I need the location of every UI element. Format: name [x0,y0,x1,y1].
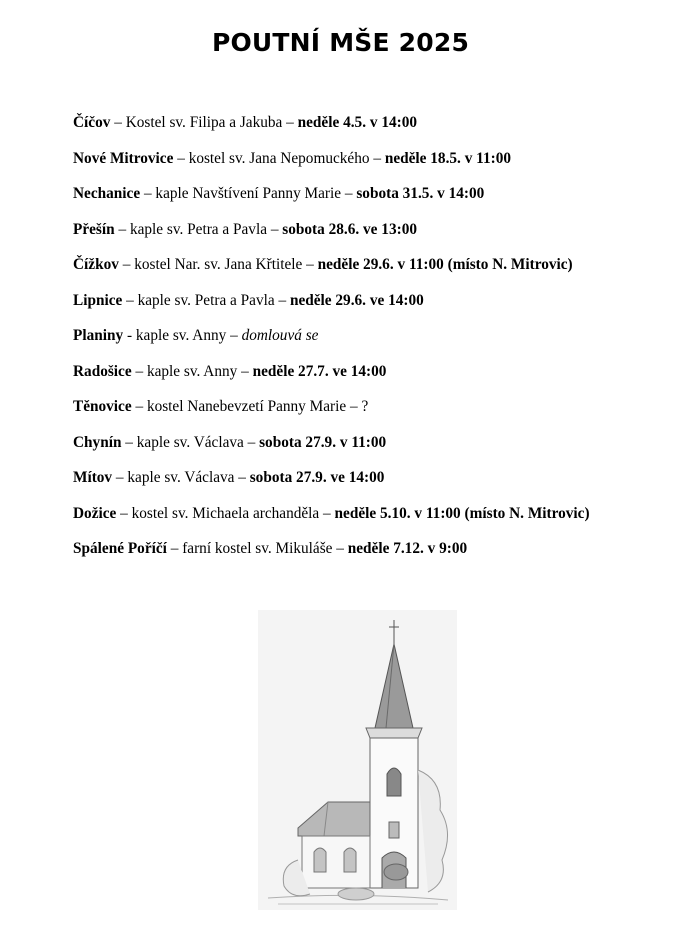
schedule-entry [73,219,673,255]
schedule-entry [73,361,673,397]
entry-separator: – [116,504,132,522]
schedule-entry [73,254,673,290]
entry-date-time: sobota 27.9. v 11:00 [259,433,387,451]
entry-church: kostel sv. Michaela archanděla [131,504,320,522]
entry-separator: – [274,291,290,309]
entry-place: Čížkov [73,256,119,273]
entry-place: Těnovice [73,398,132,415]
entry-place: Radošice [73,362,132,380]
entry-separator: – [369,149,385,167]
entry-separator: – [118,256,135,273]
entry-date-time: neděle 7.12. v 9:00 [347,540,468,557]
entry-separator: – [234,469,250,486]
entry-unknown: ? [361,398,369,415]
entry-place: Lipnice [73,291,123,309]
entry-separator: – [166,540,183,557]
entry-separator: – [140,185,156,202]
entry-place: Mítov [73,469,113,486]
entry-separator: – [131,362,147,380]
entry-church: farní kostel sv. Mikuláše [182,540,333,557]
church-sketch-icon [258,610,457,910]
entry-church: kaple sv. Anny [146,362,238,380]
entry-church: Kostel sv. Filipa a Jakuba [125,114,283,131]
entry-separator: – [112,469,128,486]
entry-date-time: sobota 28.6. ve 13:00 [282,220,417,238]
schedule-entry [73,183,673,219]
entry-separator: – [114,220,130,238]
entry-separator: – [237,362,253,380]
entry-place: Planiny [73,327,124,344]
entry-place: Dožice [73,504,117,522]
entry-church: kaple sv. Petra a Pavla [129,220,267,238]
entry-place: Chynín [73,433,122,451]
entry-separator: – [243,433,260,451]
entry-date-time: neděle 18.5. v 11:00 [384,149,512,167]
schedule-entry [73,396,673,432]
entry-separator: – [267,220,283,238]
entry-separator: – [282,114,298,131]
entry-church: kaple sv. Václava [127,469,235,486]
entry-church: kaple sv. Václava [136,433,244,451]
schedule-entry [73,112,673,148]
entry-separator: – [110,114,126,131]
entry-separator: – [319,504,335,522]
entry-place: Číčov [73,114,111,131]
entry-church: kaple sv. Petra a Pavla [137,291,275,309]
schedule-entry [73,467,673,503]
entry-separator: - [123,327,136,344]
entry-note: domlouvá se [241,327,319,344]
schedule-entry [73,148,673,184]
entry-church: kostel Nanebevzetí Panny Marie [146,398,347,415]
schedule-entry [73,325,673,361]
entry-separator: – [121,433,137,451]
entry-place: Spálené Poříčí [73,540,167,557]
entry-separator: – [332,540,348,557]
schedule-entry [73,432,673,468]
entry-date-time: neděle 4.5. v 14:00 [297,114,418,131]
page-title: POUTNÍ MŠE 2025 [211,28,470,57]
schedule-entry [73,538,673,574]
entry-church: kaple sv. Anny [135,327,227,344]
entry-place: Nové Mitrovice [73,149,174,167]
schedule-entry [73,290,673,326]
entry-place: Přešín [73,220,115,238]
entry-church: kaple Navštívení Panny Marie [155,185,342,202]
entry-place: Nechanice [73,185,141,202]
entry-separator: – [341,185,357,202]
entry-church: kostel Nar. sv. Jana Křtitele [134,256,303,273]
entry-separator: – [173,149,189,167]
entry-date-time: neděle 29.6. ve 14:00 [289,291,424,309]
entry-separator: – [122,291,138,309]
entry-separator: – [302,256,318,273]
entry-date-time: sobota 27.9. ve 14:00 [249,469,385,486]
entry-date-time: neděle 5.10. v 11:00 (místo N. Mitrovic) [334,504,590,522]
entry-church: kostel sv. Jana Nepomuckého [188,149,370,167]
schedule-entry [73,503,673,539]
entry-separator: – [131,398,147,415]
mass-schedule-list [73,112,673,574]
entry-separator: – [226,327,242,344]
entry-separator: – [346,398,362,415]
entry-date-time: sobota 31.5. v 14:00 [356,185,485,202]
entry-date-time: neděle 27.7. ve 14:00 [252,362,387,380]
entry-date-time: neděle 29.6. v 11:00 (místo N. Mitrovic) [317,256,573,273]
